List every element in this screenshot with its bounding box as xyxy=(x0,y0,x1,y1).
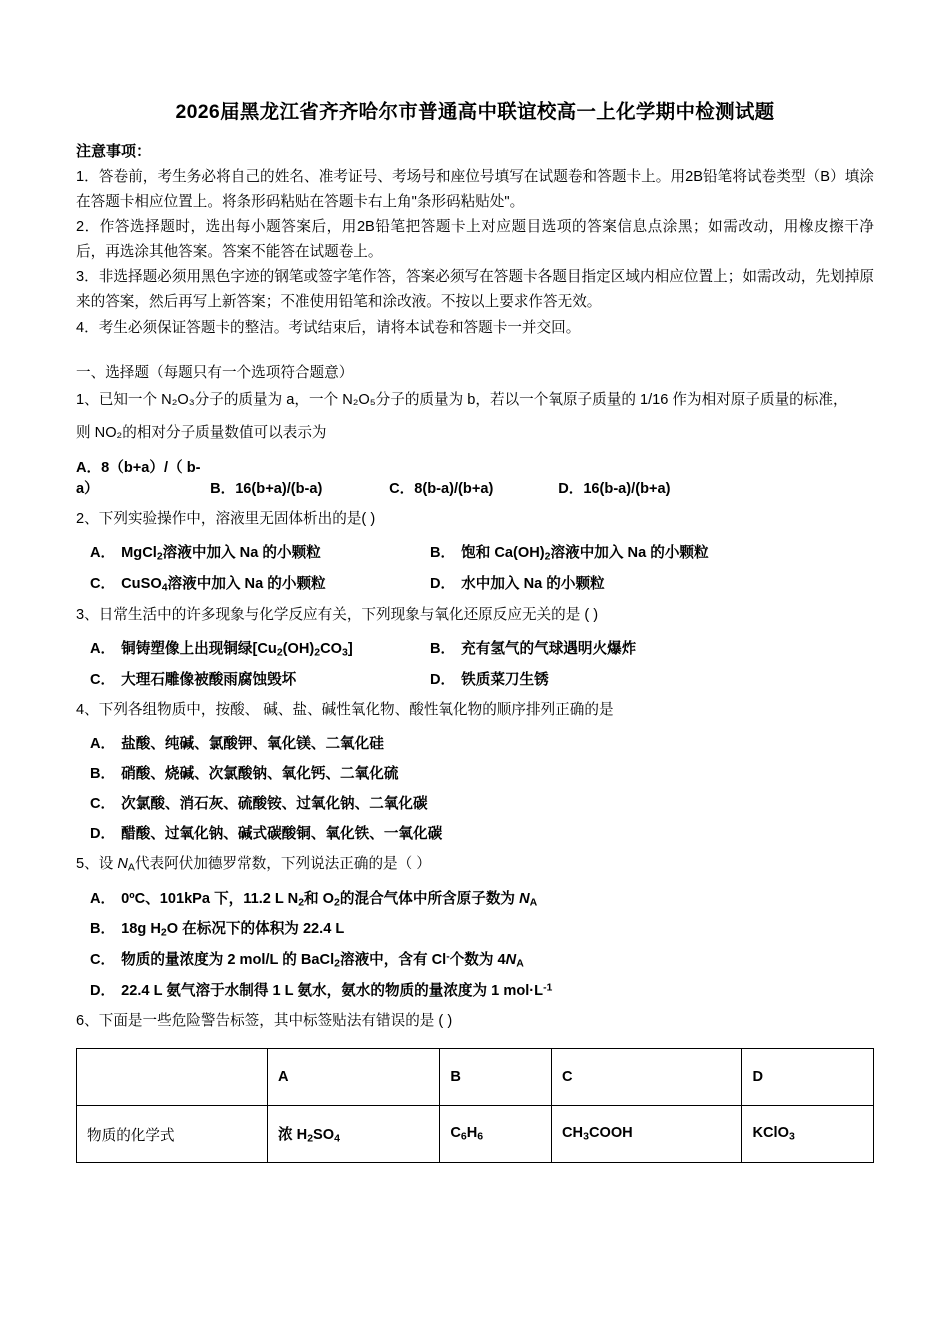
question-3-stem xyxy=(76,603,874,629)
table-cell-header-d: D xyxy=(742,1049,874,1106)
notice-item-3: 3．非选择题必须用黑色字迹的钢笔或签字笔作答，答案必须写在答题卡各题目指定区域内相应位置上；如需改动，先划掉原来的答案，然后再写上新答案；不准使用铅笔和涂改液。不按以上要求作答无效。 xyxy=(76,269,874,311)
question-4-text: 下列各组物质中，按酸、 碱、盐、碱性氧化物、酸性氧化物的顺序排列正确的是 xyxy=(98,701,614,718)
question-2-text: 下列实验操作中，溶液里无固体析出的是( ) xyxy=(98,510,376,527)
question-3-option-a[interactable]: A． 铜铸塑像上出现铜绿$[Cu_2(OH)_2CO_3]$ xyxy=(90,641,353,659)
question-1-option-a[interactable]: A．8（b+a）/（ b-a） xyxy=(76,459,201,497)
question-1-number: 1、 xyxy=(76,391,99,408)
table-cell-header-a: A xyxy=(268,1049,440,1106)
question-2-options-row-2 xyxy=(76,572,874,594)
notice-item-1: 1．答卷前，考生务必将自己的姓名、准考证号、考场号和座位号填写在试题卷和答题卡上。用2B铅笔将试卷类型（B）填涂在答题卡相应位置上。将条形码粘贴在答题卡右上角"条形码粘贴处"。 xyxy=(76,169,874,211)
question-1-options xyxy=(76,456,874,498)
notice-heading: 注意事项： xyxy=(76,143,152,160)
section-heading-multiple-choice: 一、选择题（每题只有一个选项符合题意） xyxy=(76,364,354,381)
question-3-text: 日常生活中的许多现象与化学反应有关，下列现象与氧化还原反应无关的是 ( ) xyxy=(98,606,599,623)
question-2-option-d[interactable]: D． 水中加入 Na 的小颗粒 xyxy=(430,575,605,592)
question-3-option-b[interactable]: B． 充有氢气的气球遇明火爆炸 xyxy=(430,641,637,658)
table-cell-formula-b: $C_6H_6$ xyxy=(440,1106,552,1163)
question-5-number: 5、 xyxy=(76,856,99,873)
question-4-option-b[interactable]: B． 硝酸、烧碱、次氯酸钠、氧化钙、二氧化硫 xyxy=(90,766,399,783)
question-4-stem xyxy=(76,698,874,724)
page-title: 2026届黑龙江省齐齐哈尔市普通高中联谊校高一上化学期中检测试题 xyxy=(175,101,775,123)
table-cell-formula-a: 浓 $H_2SO_4$ xyxy=(268,1106,440,1163)
question-3-options-row-2 xyxy=(76,668,874,689)
question-2-number: 2、 xyxy=(76,510,99,527)
question-4-option-d[interactable]: D． 醋酸、过氧化钠、碱式碳酸铜、氧化铁、一氧化碳 xyxy=(90,826,443,843)
table-cell-formula-d: KClO$_3$ xyxy=(742,1106,874,1163)
question-5-stem: 5、设 $N_A$代表阿伏加德罗常数，下列说法正确的是（ ） xyxy=(76,856,431,874)
question-4-option-a[interactable]: A． 盐酸、纯碱、氯酸钾、氧化镁、二氧化硅 xyxy=(90,736,384,753)
table-cell-formula-c: $CH_3COOH$ xyxy=(552,1106,742,1163)
question-1-option-d[interactable]: D．16(b-a)/(b+a) xyxy=(558,480,671,497)
question-1-stem-cont: 则 NO₂的相对分子质量数值可以表示为 xyxy=(76,425,327,442)
table-row-header xyxy=(77,1049,874,1106)
question-3-option-c[interactable]: C． 大理石雕像被酸雨腐蚀毁坏 xyxy=(90,671,297,688)
question-1-text: 已知一个 N₂O₃分子的质量为 a，一个 N₂O₅分子的质量为 b，若以一个氧原子质量的 1/16 作为相对原子质量的标准， xyxy=(98,391,848,408)
question-6-text: 下面是一些危险警告标签，其中标签贴法有错误的是 ( ) xyxy=(98,1012,453,1029)
question-3-options-row-1 xyxy=(76,637,874,659)
question-3-option-d[interactable]: D． 铁质菜刀生锈 xyxy=(430,671,549,688)
table-cell-header-b: B xyxy=(440,1049,552,1106)
notice-item-4: 4．考生必须保证答题卡的整洁。考试结束后，请将本试卷和答题卡一并交回。 xyxy=(76,319,581,336)
question-2-option-a[interactable]: A． MgCl$_2$溶液中加入 Na 的小颗粒 xyxy=(90,545,321,563)
question-2-stem xyxy=(76,507,874,533)
question-4-number: 4、 xyxy=(76,701,99,718)
notice-item-2: 2．作答选择题时，选出每小题答案后，用2B铅笔把答题卡上对应题目选项的答案信息点涂黑；如需改动，用橡皮擦干净后，再选涂其他答案。答案不能答在试题卷上。 xyxy=(76,219,874,261)
table-cell-header-c: C xyxy=(552,1049,742,1106)
question-5-option-b[interactable]: B． 18g $H_2O$ 在标况下的体积为 22.4 L xyxy=(90,921,345,939)
question-2-options-row-1 xyxy=(76,541,874,563)
table-cell-header-blank xyxy=(77,1049,268,1106)
question-6-number: 6、 xyxy=(76,1012,99,1029)
table-row xyxy=(77,1106,874,1163)
question-3-number: 3、 xyxy=(76,606,99,623)
question-2-option-c[interactable]: C． CuSO$_4$溶液中加入 Na 的小颗粒 xyxy=(90,575,326,594)
question-5-option-d[interactable]: D． 22.4 L 氨气溶于水制得 1 L 氨水，氨水的物质的量浓度为 1 $mol\cdot L^{-1}$ xyxy=(90,980,553,999)
question-2-option-b[interactable]: B． 饱和 $Ca(OH)_2$溶液中加入 Na 的小颗粒 xyxy=(430,545,709,563)
question-1-option-c[interactable]: C．8(b-a)/(b+a) xyxy=(389,480,494,497)
question-5-option-a[interactable]: A． 0ºC、101kPa 下，11.2 L $N_2$和 $O_2$的混合气体中所含原子数为 $N_A$ xyxy=(90,890,538,909)
question-4-option-c[interactable]: C． 次氯酸、消石灰、硫酸铵、过氧化钠、二氧化碳 xyxy=(90,796,428,813)
danger-label-table xyxy=(76,1048,874,1163)
question-1-stem xyxy=(76,388,874,414)
question-1-option-b[interactable]: B．16(b+a)/(b-a) xyxy=(210,480,323,497)
question-6-stem xyxy=(76,1009,874,1035)
table-cell-row-label: 物质的化学式 xyxy=(77,1106,268,1163)
question-5-option-c[interactable]: C． 物质的量浓度为 2 mol/L 的 BaCl$_2$溶液中，含有 Cl-个数为 $4N_A$ xyxy=(90,950,524,970)
